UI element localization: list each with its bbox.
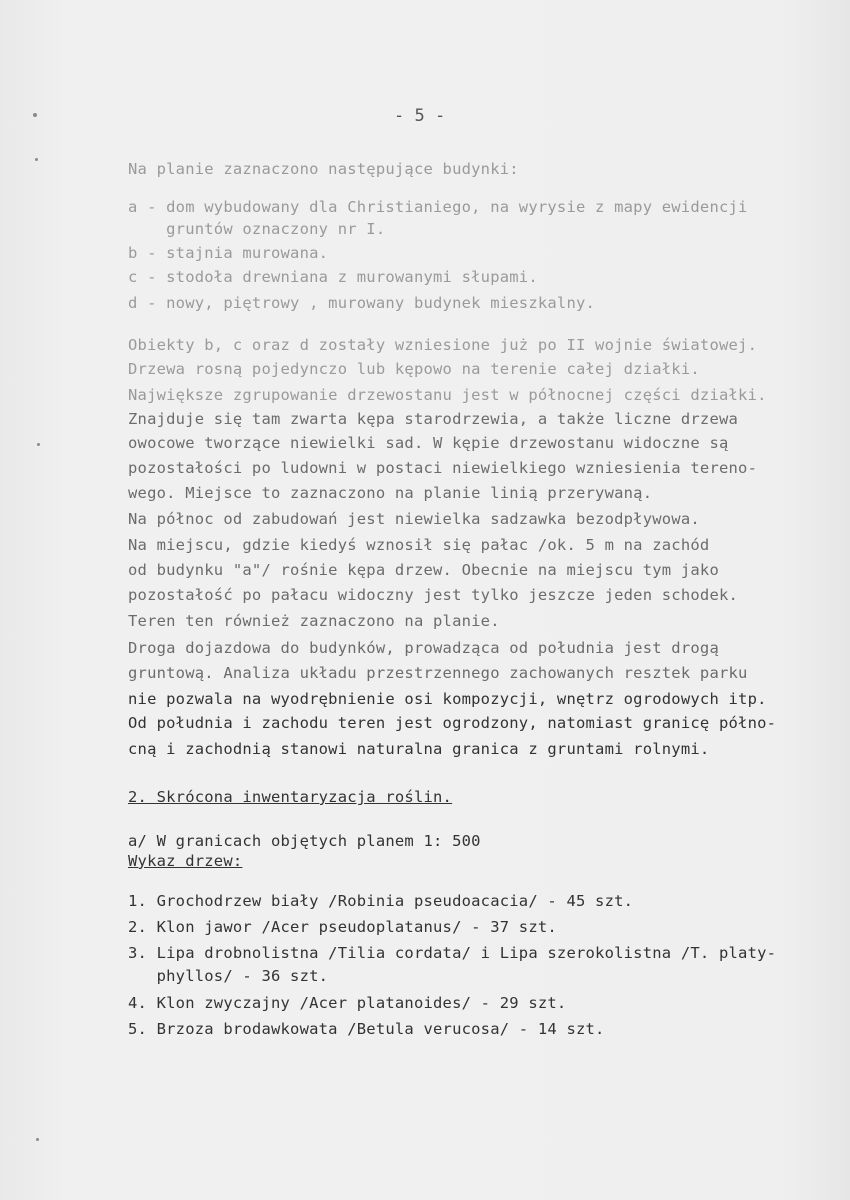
building-line: a - dom wybudowany dla Christianiego, na wyrysie z mapy ewidencji [128,198,748,216]
tree-item: 4. Klon zwyczajny /Acer platanoides/ - 29 szt. [128,994,567,1012]
tree-item: 2. Klon jawor /Acer pseudoplatanus/ - 37 szt. [128,918,557,936]
paper-speck [37,443,40,446]
paragraph-line: cną i zachodnią stanowi naturalna granica z gruntami rolnymi. [128,740,710,758]
paragraph-line: wego. Miejsce to zaznaczono na planie linią przerywaną. [128,484,653,502]
building-line: gruntów oznaczony nr I. [128,220,386,238]
intro-line: Na planie zaznaczono następujące budynki: [128,160,519,178]
paragraph-line: Od południa i zachodu teren jest ogrodzony, natomiast granicę półno- [128,714,777,732]
paragraph-line: Obiekty b, c oraz d zostały wzniesione już po II wojnie światowej. [128,336,758,354]
paragraph-line: Droga dojazdowa do budynków, prowadząca od południa jest drogą [128,639,719,657]
building-line: b - stajnia murowana. [128,244,329,262]
paper-speck [33,113,37,117]
paragraph-line: od budynku "a"/ rośnie kępa drzew. Obecnie na miejscu tym jako [128,561,719,579]
subsection-heading: a/ W granicach objętych planem 1: 500 [128,832,481,850]
paragraph-line: Drzewa rosną pojedynczo lub kępowo na terenie całej działki. [128,360,700,378]
paragraph-line: Znajduje się tam zwarta kępa starodrzewia, a także liczne drzewa [128,410,739,428]
paragraph-line: Teren ten również zaznaczono na planie. [128,612,500,630]
paragraph-line: pozostałości po ludowni w postaci niewielkiego wzniesienia tereno- [128,459,758,477]
building-line: c - stodoła drewniana z murowanymi słupami. [128,268,538,286]
paragraph-line: gruntową. Analiza układu przestrzennego zachowanych resztek parku [128,664,748,682]
paper-speck [36,1138,39,1141]
paper-speck [35,158,38,161]
page-number: - 5 - [394,106,446,126]
tree-item: phyllos/ - 36 szt. [128,967,329,985]
section-heading: 2. Skrócona inwentaryzacja roślin. [128,788,453,806]
building-line: d - nowy, piętrowy , murowany budynek mieszkalny. [128,294,596,312]
paragraph-line: Na północ od zabudowań jest niewielka sadzawka bezodpływowa. [128,510,700,528]
paragraph-line: Największe zgrupowanie drzewostanu jest w północnej części działki. [128,386,767,404]
tree-item: 1. Grochodrzew biały /Robinia pseudoacacia/ - 45 szt. [128,892,634,910]
tree-item: 5. Brzoza brodawkowata /Betula verucosa/ - 14 szt. [128,1020,605,1038]
tree-item: 3. Lipa drobnolistna /Tilia cordata/ i Lipa szerokolistna /T. platy- [128,944,777,962]
list-heading: Wykaz drzew: [128,852,243,870]
paragraph-line: pozostałość po pałacu widoczny jest tylko jeszcze jeden schodek. [128,586,739,604]
paragraph-line: owocowe tworzące niewielki sad. W kępie drzewostanu widoczne są [128,434,729,452]
paragraph-line: Na miejscu, gdzie kiedyś wznosił się pałac /ok. 5 m na zachód [128,536,710,554]
paragraph-line: nie pozwala na wyodrębnienie osi kompozycji, wnętrz ogrodowych itp. [128,690,767,708]
